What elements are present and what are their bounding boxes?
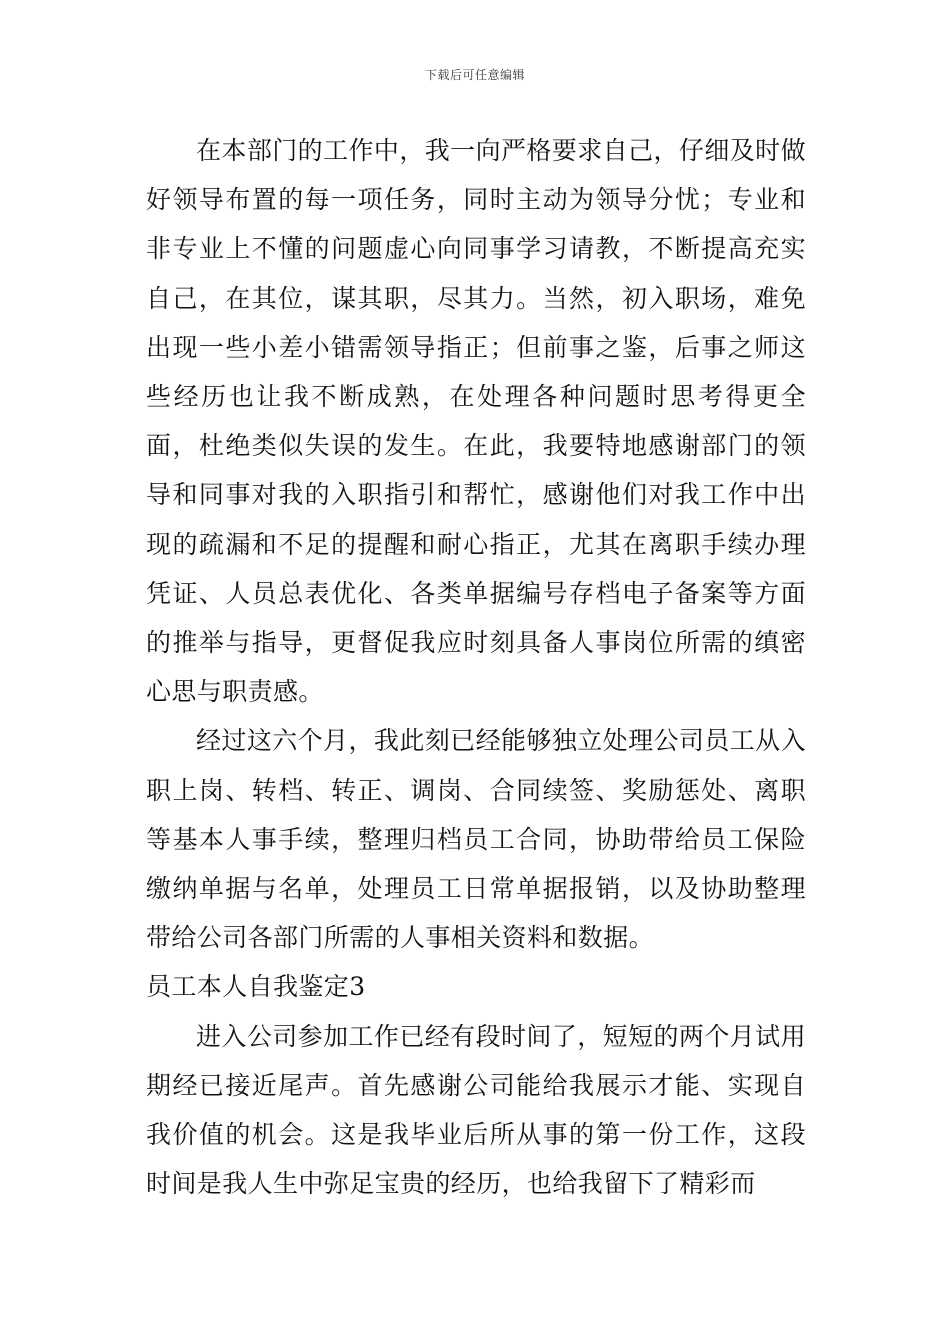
document-body: [146, 126, 806, 1208]
page-header-note: 下载后可任意编辑: [424, 68, 525, 82]
paragraph-six-months-progress: 经过这六个月，我此刻已经能够独立处理公司员工从入职上岗、转档、转正、调岗、合同续签、奖励惩处、离职等基本人事手续，整理归档员工合同，协助带给员工保险缴纳单据与名单，处理员工日常单据报销，以及协助整理带给公司各部门所需的人事相关资料和数据。: [146, 726, 806, 953]
paragraph-probation-intro: 进入公司参加工作已经有段时间了，短短的两个月试用期经已接近尾声。首先感谢公司能给我展示才能、实现自我价值的机会。这是我毕业后所从事的第一份工作，这段时间是我人生中弥足宝贵的经历，也给我留下了精彩而: [146, 1021, 806, 1199]
section-heading: 员工本人自我鉴定3: [146, 972, 366, 1002]
paragraph-work-attitude: 在本部门的工作中，我一向严格要求自己，仔细及时做好领导布置的每一项任务，同时主动为领导分忧；专业和非专业上不懂的问题虚心向同事学习请教，不断提高充实自己，在其位，谋其职，尽其力。当然，初入职场，难免出现一些小差小错需领导指正；但前事之鉴，后事之师这些经历也让我不断成熟，在处理各种问题时思考得更全面，杜绝类似失误的发生。在此，我要特地感谢部门的领导和同事对我的入职指引和帮忙，感谢他们对我工作中出现的疏漏和不足的提醒和耐心指正，尤其在离职手续办理凭证、人员总表优化、各类单据编号存档电子备案等方面的推举与指导，更督促我应时刻具备人事岗位所需的缜密心思与职责感。: [146, 136, 806, 707]
